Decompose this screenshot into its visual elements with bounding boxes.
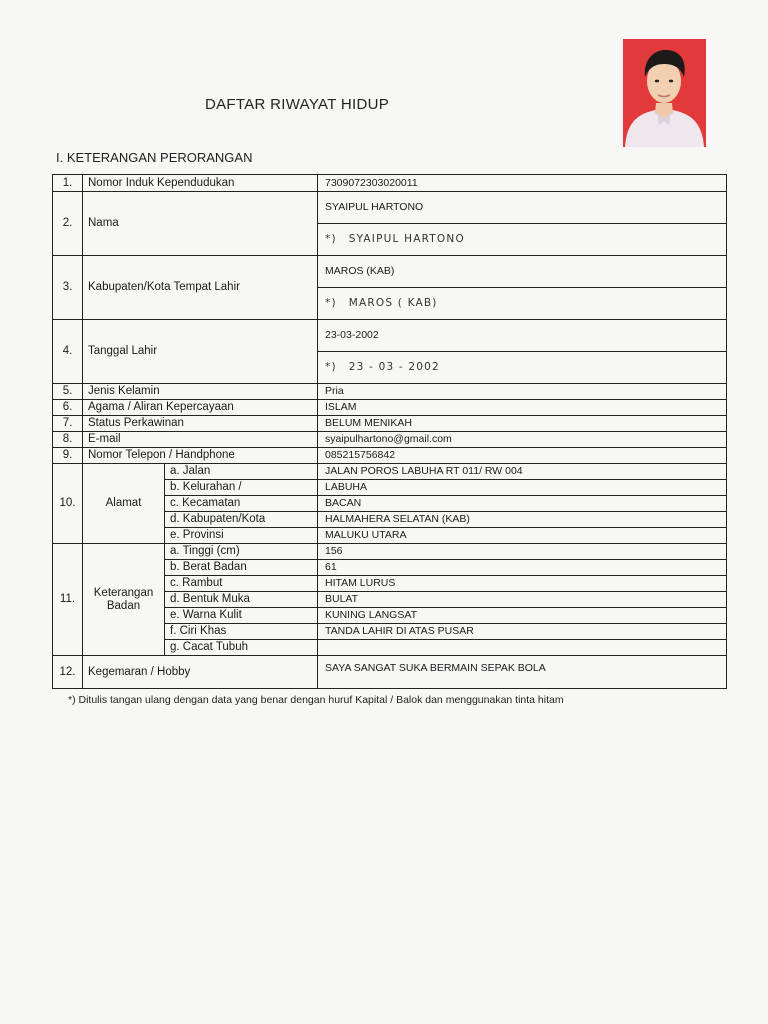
handwritten-value xyxy=(318,224,727,256)
handwritten-text: SYAIPUL HARTONO xyxy=(348,233,465,245)
sub-label: e. Provinsi xyxy=(165,528,318,544)
asterisk-mark: *) xyxy=(325,233,337,245)
profile-photo xyxy=(623,39,706,147)
table-row xyxy=(53,320,727,352)
sub-value: MALUKU UTARA xyxy=(318,528,727,544)
row-number: 12. xyxy=(53,656,83,689)
row-value: Pria xyxy=(318,384,727,400)
row-number: 7. xyxy=(53,416,83,432)
sub-value: BULAT xyxy=(318,592,727,608)
table-row xyxy=(53,464,727,480)
row-number: 9. xyxy=(53,448,83,464)
sub-label: g. Cacat Tubuh xyxy=(165,640,318,656)
handwritten-text: MAROS ( KAB) xyxy=(348,297,438,309)
row-label: Tanggal Lahir xyxy=(83,320,318,384)
row-number: 10. xyxy=(53,464,83,544)
asterisk-mark: *) xyxy=(325,361,337,373)
table-row xyxy=(53,656,727,689)
table-row xyxy=(53,192,727,224)
sub-value: HALMAHERA SELATAN (KAB) xyxy=(318,512,727,528)
handwritten-value xyxy=(318,288,727,320)
row-number: 3. xyxy=(53,256,83,320)
sub-value: LABUHA xyxy=(318,480,727,496)
row-value: SYAIPUL HARTONO xyxy=(318,192,727,224)
row-label: Alamat xyxy=(83,464,165,544)
row-label: E-mail xyxy=(83,432,318,448)
row-value: MAROS (KAB) xyxy=(318,256,727,288)
row-label: Kabupaten/Kota Tempat Lahir xyxy=(83,256,318,320)
row-number: 2. xyxy=(53,192,83,256)
row-label: Keterangan Badan xyxy=(83,544,165,656)
row-value: 23-03-2002 xyxy=(318,320,727,352)
table-row xyxy=(53,432,727,448)
sub-value xyxy=(318,640,727,656)
table-row xyxy=(53,175,727,192)
sub-label: c. Rambut xyxy=(165,576,318,592)
row-number: 1. xyxy=(53,175,83,192)
table-row xyxy=(53,448,727,464)
sub-value: JALAN POROS LABUHA RT 011/ RW 004 xyxy=(318,464,727,480)
table-row xyxy=(53,384,727,400)
row-value: syaipulhartono@gmail.com xyxy=(318,432,727,448)
row-value: 085215756842 xyxy=(318,448,727,464)
row-number: 6. xyxy=(53,400,83,416)
sub-label: d. Bentuk Muka xyxy=(165,592,318,608)
asterisk-mark: *) xyxy=(325,297,337,309)
handwritten-value xyxy=(318,352,727,384)
sub-label: b. Berat Badan xyxy=(165,560,318,576)
row-number: 4. xyxy=(53,320,83,384)
table-row xyxy=(53,256,727,288)
row-label: Nomor Induk Kependudukan xyxy=(83,175,318,192)
row-label: Kegemaran / Hobby xyxy=(83,656,318,689)
sub-label: c. Kecamatan xyxy=(165,496,318,512)
sub-label: f. Ciri Khas xyxy=(165,624,318,640)
row-number: 5. xyxy=(53,384,83,400)
row-label: Nama xyxy=(83,192,318,256)
row-value: SAYA SANGAT SUKA BERMAIN SEPAK BOLA xyxy=(318,656,727,689)
footnote: *) Ditulis tangan ulang dengan data yang benar dengan huruf Kapital / Balok dan menggunakan tinta hitam xyxy=(68,694,564,706)
biodata-table xyxy=(52,174,727,689)
sub-value: BACAN xyxy=(318,496,727,512)
row-value: ISLAM xyxy=(318,400,727,416)
table-row xyxy=(53,416,727,432)
table-row xyxy=(53,544,727,560)
row-label: Agama / Aliran Kepercayaan xyxy=(83,400,318,416)
table-row xyxy=(53,400,727,416)
row-value: BELUM MENIKAH xyxy=(318,416,727,432)
row-label: Jenis Kelamin xyxy=(83,384,318,400)
sub-value: HITAM LURUS xyxy=(318,576,727,592)
sub-value: 156 xyxy=(318,544,727,560)
row-number: 11. xyxy=(53,544,83,656)
sub-label: d. Kabupaten/Kota xyxy=(165,512,318,528)
row-label: Nomor Telepon / Handphone xyxy=(83,448,318,464)
document-title: DAFTAR RIWAYAT HIDUP xyxy=(205,96,390,113)
row-value: 7309072303020011 xyxy=(318,175,727,192)
sub-value: KUNING LANGSAT xyxy=(318,608,727,624)
section-heading: I. KETERANGAN PERORANGAN xyxy=(56,150,253,165)
sub-value: TANDA LAHIR DI ATAS PUSAR xyxy=(318,624,727,640)
row-number: 8. xyxy=(53,432,83,448)
handwritten-text: 23 - 03 - 2002 xyxy=(348,361,440,373)
sub-value: 61 xyxy=(318,560,727,576)
sub-label: a. Tinggi (cm) xyxy=(165,544,318,560)
sub-label: a. Jalan xyxy=(165,464,318,480)
sub-label: e. Warna Kulit xyxy=(165,608,318,624)
row-label: Status Perkawinan xyxy=(83,416,318,432)
sub-label: b. Kelurahan / xyxy=(165,480,318,496)
